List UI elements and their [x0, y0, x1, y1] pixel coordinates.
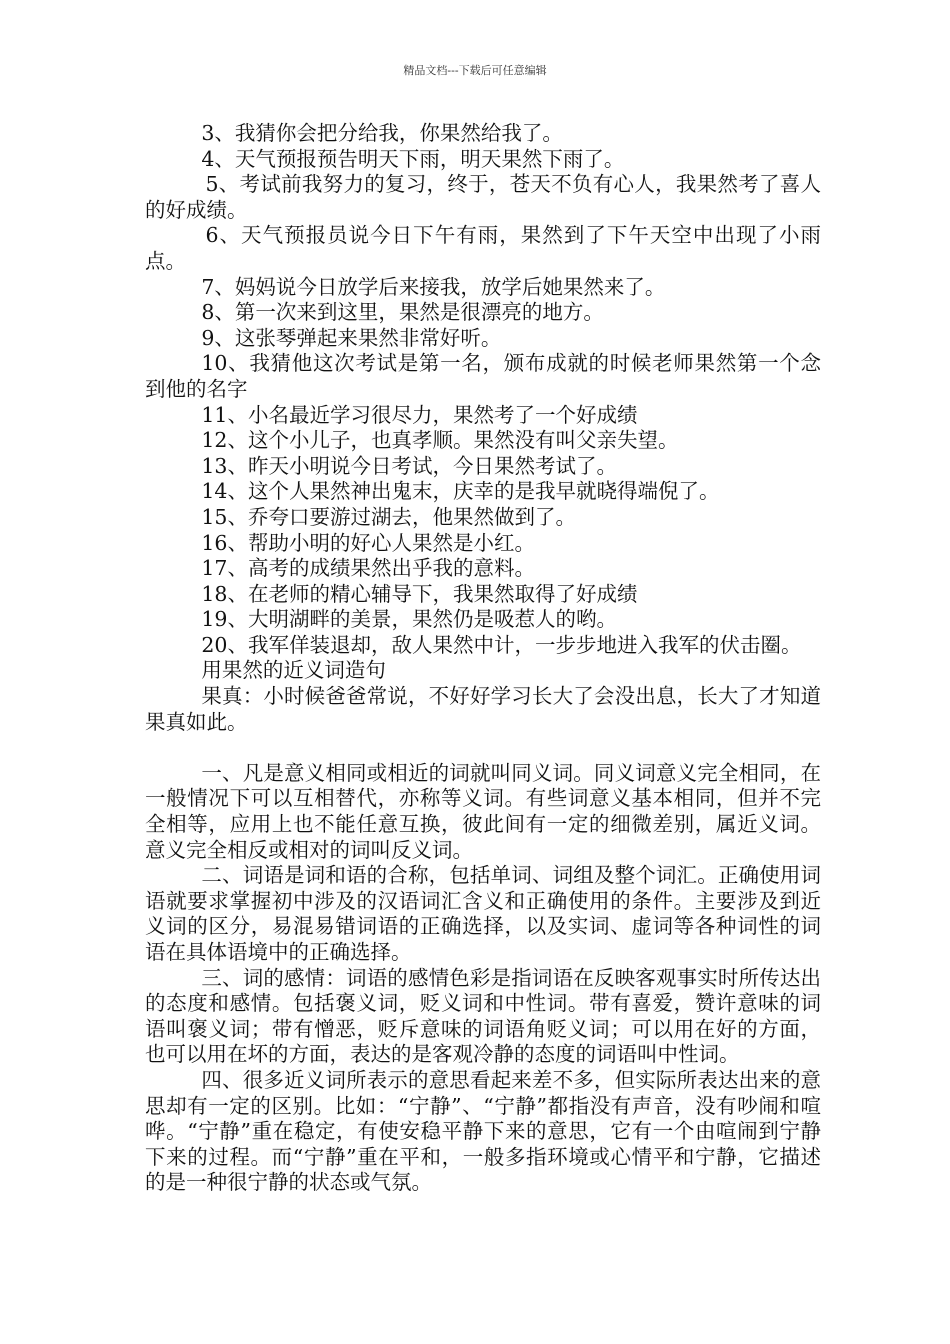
synonym-example: 果真：小时候爸爸常说，不好好学习长大了会没出息，长大了才知道果真如此。 — [145, 684, 821, 734]
list-item: 14、这个人果然神出鬼末，庆幸的是我早就晓得端倪了。 — [201, 479, 720, 504]
list-item: 3、我猜你会把分给我，你果然给我了。 — [201, 121, 563, 145]
body-paragraph: 三、词的感情：词语的感情色彩是指词语在反映客观事实时所传达出的态度和感情。包括褒义词，贬义词和中性词。带有喜爱，赞许意味的词语叫褒义词；带有憎恶，贬斥意味的词语角贬义词；可以用在好的方面，也可以用在坏的方面，表达的是客观冷静的态度的词语叫中性词。 — [145, 965, 821, 1067]
list-item: 11、小名最近学习很尽力，果然考了一个好成绩 — [201, 402, 638, 427]
list-item: 4、天气预报预告明天下雨，明天果然下雨了。 — [201, 146, 625, 171]
list-item: 20、我军佯装退却，敌人果然中计，一步步地进入我军的伏击圈。 — [201, 632, 802, 657]
list-item: 5、考试前我努力的复习，终于，苍天不负有心人，我果然考了喜人的好成绩。 — [145, 172, 821, 222]
list-item: 19、大明湖畔的美景，果然仍是吸惹人的哟。 — [201, 607, 617, 632]
body-paragraph: 二、词语是词和语的合称，包括单词、词组及整个词汇。正确使用词语就要求掌握初中涉及的汉语词汇含义和正确使用的条件。主要涉及到近义词的区分，易混易错词语的正确选择，以及实词、虚词等各种词性的词语在具体语境中的正确选择。 — [145, 863, 821, 964]
list-item: 6、天气预报员说今日下午有雨，果然到了下午天空中出现了小雨点。 — [145, 223, 821, 273]
body-paragraph: 一、凡是意义相同或相近的词就叫同义词。同义词意义完全相同，在一般情况下可以互相替代，亦称等义词。有些词意义基本相同，但并不完全相等，应用上也不能任意互换，彼此间有一定的细微差别，属近义词。意义完全相反或相对的词叫反义词。 — [145, 760, 821, 862]
list-item: 16、帮助小明的好心人果然是小红。 — [201, 530, 535, 555]
body-paragraph: 四、很多近义词所表示的意思看起来差不多，但实际所表达出来的意思却有一定的区别。比如：“宁静”、“宁静”都指没有声音，没有吵闹和喧哗。“宁静”重在稳定，有使安稳平静下来的意思，它有一个由喧闹到宁静下来的过程。而“宁静”重在平和，一般多指环境或心情平和宁静，它描述的是一种很宁静的状态或气氛。 — [145, 1067, 821, 1195]
document-body — [145, 121, 821, 1196]
list-item: 8、第一次来到这里，果然是很漂亮的地方。 — [201, 300, 604, 325]
list-item: 17、高考的成绩果然出乎我的意料。 — [201, 556, 535, 581]
list-item: 9、这张琴弹起来果然非常好听。 — [201, 325, 502, 350]
spacer — [145, 735, 821, 761]
list-item: 18、在老师的精心辅导下，我果然取得了好成绩 — [201, 581, 638, 606]
list-item: 13、昨天小明说今日考试，今日果然考试了。 — [201, 453, 617, 478]
list-item: 15、乔夸口要游过湖去，他果然做到了。 — [201, 504, 576, 529]
list-item: 12、这个小儿子，也真孝顺。果然没有叫父亲失望。 — [201, 428, 679, 453]
section-heading: 用果然的近义词造句 — [201, 658, 386, 683]
list-item: 10、我猜他这次考试是第一名，颁布成就的时候老师果然第一个念到他的名字 — [145, 351, 821, 401]
list-item: 7、妈妈说今日放学后来接我，放学后她果然来了。 — [201, 274, 666, 299]
page-header: 精品文档---下载后可任意编辑 — [403, 64, 547, 77]
